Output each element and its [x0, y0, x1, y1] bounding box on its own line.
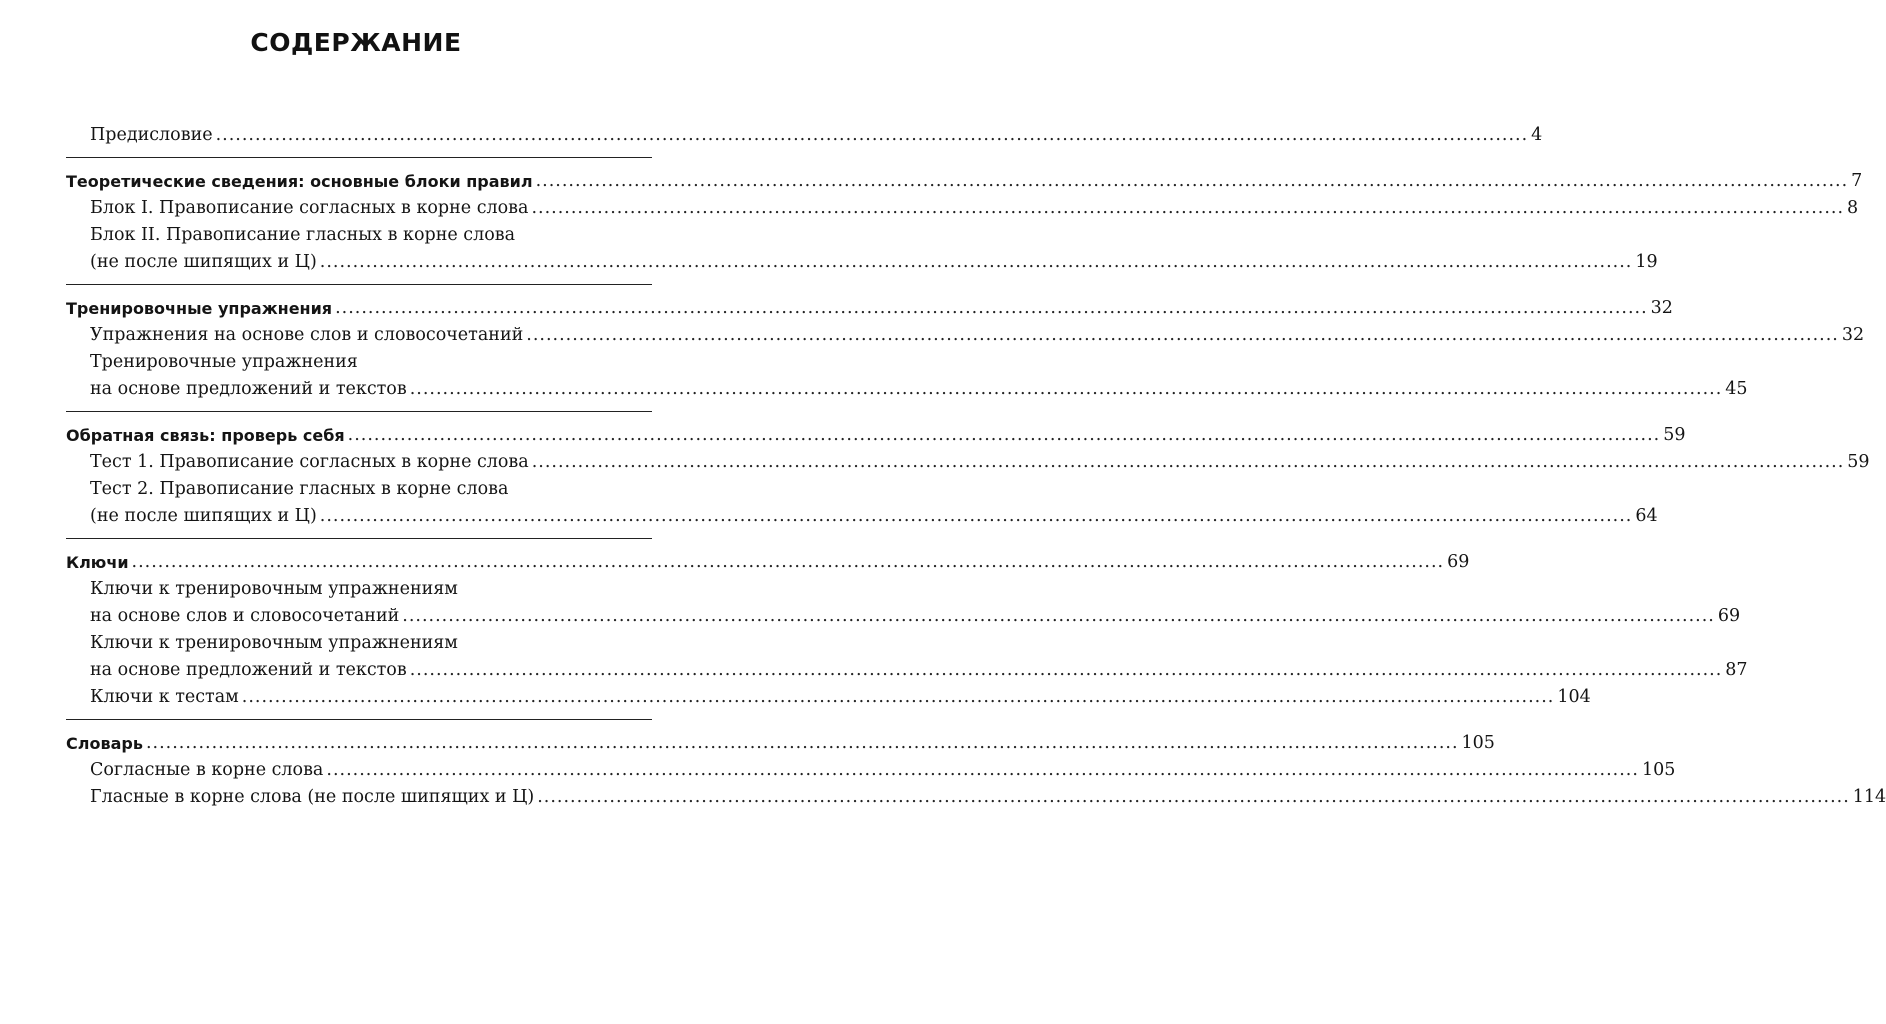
toc-heading-page: 59 — [1663, 425, 1686, 445]
toc-entry-multiline[interactable] — [66, 349, 1748, 403]
toc-entry-title: Согласные в корне слова — [90, 760, 324, 780]
toc-entry-title-line1: Тренировочные упражнения — [90, 352, 358, 372]
toc-entry-title: Тест 1. Правописание согласных в корне слова — [90, 452, 529, 472]
dot-leader: ........................................................................................................................................................................................................ — [531, 452, 1845, 472]
toc-entry[interactable] — [66, 684, 1591, 711]
toc-heading-page: 7 — [1851, 171, 1863, 191]
toc-entry-multiline[interactable] — [66, 222, 1658, 276]
dot-leader: ........................................................................................................................................................................................................ — [409, 379, 1723, 399]
toc-heading[interactable] — [66, 295, 1673, 322]
toc-entry-title: Упражнения на основе слов и словосочетаний — [90, 325, 524, 345]
toc-heading-page: 32 — [1650, 298, 1673, 318]
toc-section-keys — [66, 549, 1748, 720]
toc-entry-page: 87 — [1725, 660, 1748, 680]
table-of-contents — [66, 122, 1886, 829]
toc-entry-page: 4 — [1531, 125, 1543, 145]
toc-entry[interactable] — [66, 757, 1676, 784]
toc-entry-page: 64 — [1635, 506, 1658, 526]
toc-entry-page: 105 — [1641, 760, 1676, 780]
toc-entry[interactable] — [66, 784, 1886, 811]
toc-heading-title: Ключи — [66, 553, 129, 572]
toc-entry-title-line1: Тест 2. Правописание гласных в корне слова — [90, 479, 509, 499]
toc-heading-title: Теоретические сведения: основные блоки правил — [66, 172, 533, 191]
dot-leader: ........................................................................................................................................................................................................ — [526, 325, 1839, 345]
dot-leader: ........................................................................................................................................................................................................ — [319, 506, 1633, 526]
toc-entry-title-line2: на основе предложений и текстов — [90, 379, 407, 399]
toc-entry-page: 104 — [1557, 687, 1591, 707]
dot-leader: ........................................................................................................................................................................................................ — [215, 125, 1529, 145]
toc-heading[interactable] — [66, 730, 1495, 757]
dot-leader: ........................................................................................................................................................................................................ — [131, 552, 1445, 572]
toc-section-exercises — [66, 295, 1865, 412]
toc-entry-page: 8 — [1847, 198, 1859, 218]
toc-entry-title-line2: (не после шипящих и Ц) — [90, 506, 317, 526]
toc-section-preface — [66, 122, 1543, 158]
toc-entry-title: Ключи к тестам — [90, 687, 239, 707]
toc-entry-title-line2: (не после шипящих и Ц) — [90, 252, 317, 272]
toc-heading[interactable] — [66, 549, 1470, 576]
toc-heading[interactable] — [66, 168, 1863, 195]
toc-entry-title-line1: Блок II. Правописание гласных в корне слова — [90, 225, 516, 245]
toc-entry-title: Предисловие — [90, 125, 213, 145]
dot-leader: ........................................................................................................................................................................................................ — [326, 760, 1639, 780]
toc-heading-title: Тренировочные упражнения — [66, 299, 333, 318]
dot-leader: ........................................................................................................................................................................................................ — [335, 298, 1648, 318]
toc-entry[interactable] — [66, 122, 1543, 149]
toc-entry-page: 114 — [1852, 787, 1886, 807]
toc-entry-page: 19 — [1635, 252, 1658, 272]
toc-section-dictionary — [66, 730, 1886, 819]
toc-heading-page: 105 — [1461, 733, 1495, 753]
dot-leader: ........................................................................................................................................................................................................ — [241, 687, 1555, 707]
toc-entry-title-line2: на основе слов и словосочетаний — [90, 606, 400, 626]
toc-section-theory — [66, 168, 1863, 285]
toc-entry-title: Гласные в корне слова (не после шипящих и Ц) — [90, 787, 535, 807]
toc-section-feedback — [66, 422, 1870, 539]
toc-entry-multiline[interactable] — [66, 630, 1748, 684]
toc-entry[interactable] — [66, 322, 1865, 349]
toc-entry-page: 59 — [1847, 452, 1870, 472]
page-title: СОДЕРЖАНИЕ — [250, 28, 462, 57]
toc-heading-title: Обратная связь: проверь себя — [66, 426, 345, 445]
dot-leader: ........................................................................................................................................................................................................ — [402, 606, 1715, 626]
toc-entry-page: 45 — [1725, 379, 1748, 399]
toc-entry-title: Блок I. Правописание согласных в корне слова — [90, 198, 529, 218]
toc-heading-page: 69 — [1447, 552, 1470, 572]
dot-leader: ........................................................................................................................................................................................................ — [409, 660, 1723, 680]
toc-entry-page: 69 — [1717, 606, 1741, 626]
toc-entry-title-line2: на основе предложений и текстов — [90, 660, 407, 680]
dot-leader: ........................................................................................................................................................................................................ — [537, 787, 1850, 807]
dot-leader: ........................................................................................................................................................................................................ — [347, 425, 1661, 445]
toc-entry[interactable] — [66, 449, 1870, 476]
dot-leader: ........................................................................................................................................................................................................ — [535, 171, 1849, 191]
toc-entry[interactable] — [66, 195, 1859, 222]
dot-leader: ........................................................................................................................................................................................................ — [531, 198, 1845, 218]
dot-leader: ........................................................................................................................................................................................................ — [319, 252, 1633, 272]
toc-entry-title-line1: Ключи к тренировочным упражнениям — [90, 633, 458, 653]
toc-entry-multiline[interactable] — [66, 576, 1741, 630]
toc-entry-title-line1: Ключи к тренировочным упражнениям — [90, 579, 458, 599]
toc-heading-title: Словарь — [66, 734, 143, 753]
toc-entry-page: 32 — [1841, 325, 1865, 345]
toc-heading[interactable] — [66, 422, 1686, 449]
dot-leader: ........................................................................................................................................................................................................ — [145, 733, 1459, 753]
toc-entry-multiline[interactable] — [66, 476, 1658, 530]
